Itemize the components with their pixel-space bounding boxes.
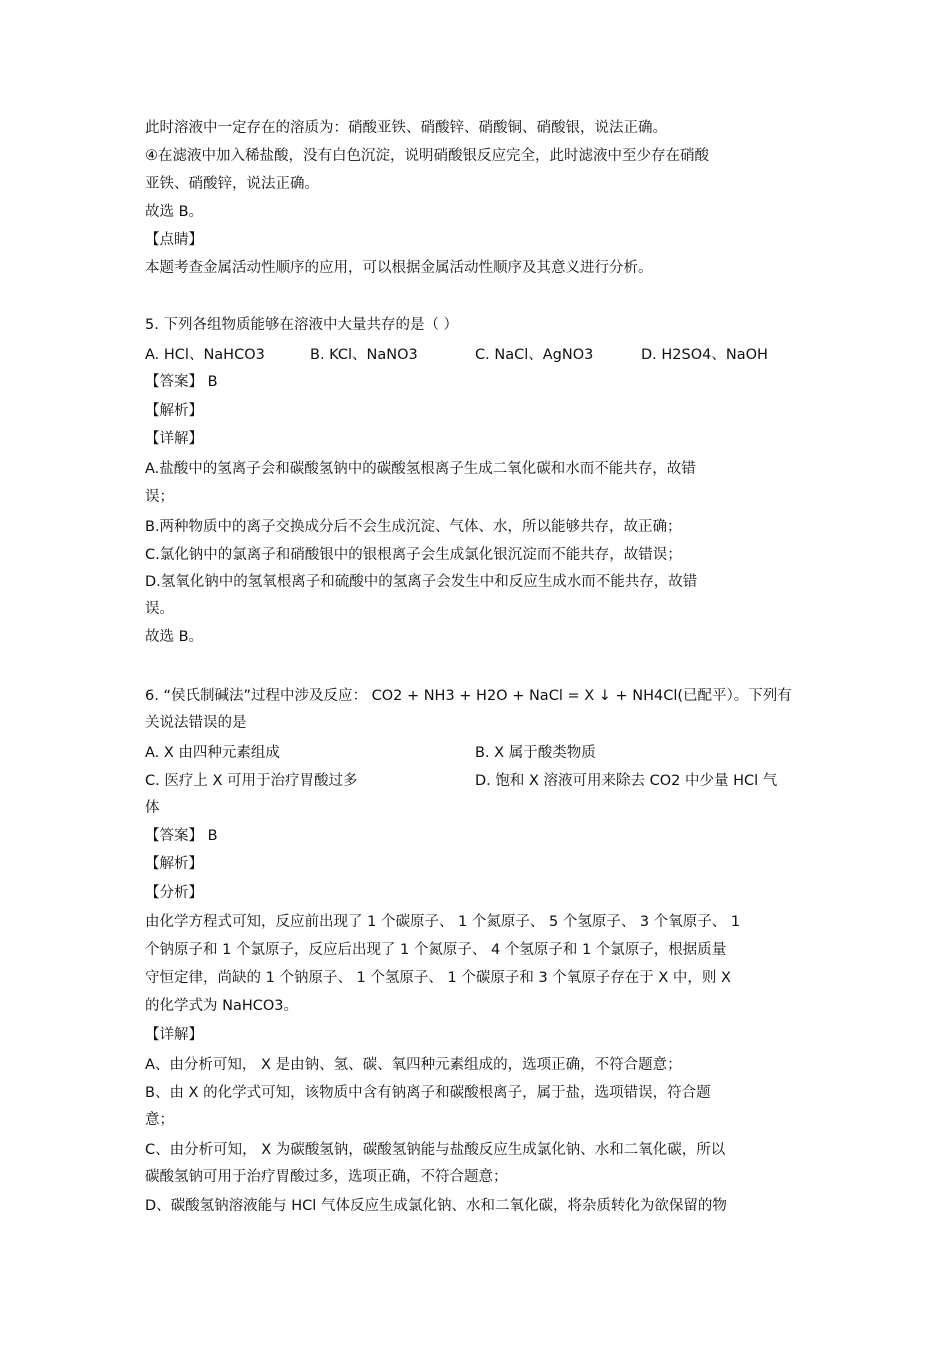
question-6-option-d: D. 饱和 X 溶液可用来除去 CO2 中少量 HCl 气 (475, 773, 778, 789)
analysis-line: 的化学式为 NaHCO3。 (145, 998, 299, 1014)
question-6-stem: 6. “侯氏制碱法”过程中涉及反应： CO2 + NH3 + H2O + NaCl = X ↓ + NH4Cl(已配平）。下列有 (145, 688, 792, 704)
explanation-line: B、由 X 的化学式可知，该物质中含有钠离子和碳酸根离子，属于盐，选项错误，符合题 (145, 1085, 711, 1101)
explanation-line: A、由分析可知， X 是由钠、氢、碳、氧四种元素组成的，选项正确，不符合题意； (145, 1057, 682, 1073)
question-5-stem: 5. 下列各组物质能够在溶液中大量共存的是（ ） (145, 317, 459, 333)
explanation-line: 碳酸氢钠可用于治疗胃酸过多，选项正确，不符合题意； (145, 1169, 508, 1185)
question-6-answer: 【答案】 B (145, 828, 218, 844)
text-line: 本题考查金属活动性顺序的应用，可以根据金属活动性顺序及其意义进行分析。 (145, 260, 653, 276)
explanation-line: C.氯化钠中的氯离子和硝酸银中的银根离子会生成氯化银沉淀而不能共存，故错误； (145, 547, 682, 563)
question-5-option-c: C. NaCl、AgNO3 (475, 347, 594, 363)
question-5-option-a: A. HCl、NaHCO3 (145, 347, 265, 363)
question-5-option-d: D. H2SO4、NaOH (641, 347, 768, 363)
question-6-stem-cont: 关说法错误的是 (145, 715, 247, 731)
section-tag-xiangjie: 【详解】 (145, 1027, 203, 1043)
explanation-line: A.盐酸中的氢离子会和碳酸氢钠中的碳酸氢根离子生成二氧化碳和水而不能共存，故错 (145, 461, 696, 477)
explanation-line: 误； (145, 489, 174, 505)
question-6-option-b: B. X 属于酸类物质 (475, 745, 596, 761)
analysis-line: 个钠原子和 1 个氯原子，反应后出现了 1 个氮原子、 4 个氢原子和 1 个氯原子，根据质量 (145, 942, 727, 958)
conclusion-line: 故选 B。 (145, 629, 204, 645)
analysis-line: 守恒定律，尚缺的 1 个钠原子、 1 个氢原子、 1 个碳原子和 3 个氧原子存在于 X 中，则 X (145, 970, 731, 986)
question-6-option-c: C. 医疗上 X 可用于治疗胃酸过多 (145, 773, 358, 789)
analysis-line: 由化学方程式可知，反应前出现了 1 个碳原子、 1 个氮原子、 5 个氢原子、 3 个氧原子、 1 (145, 914, 741, 930)
question-6-option-a: A. X 由四种元素组成 (145, 745, 280, 761)
explanation-line: D、碳酸氢钠溶液能与 HCl 气体反应生成氯化钠、水和二氧化碳，将杂质转化为欲保留的物 (145, 1198, 727, 1214)
section-tag-dianjing: 【点睛】 (145, 232, 203, 248)
section-tag-jiexi: 【解析】 (145, 403, 203, 419)
explanation-line: B.两种物质中的离子交换成分后不会生成沉淀、气体、水，所以能够共存，故正确； (145, 519, 682, 535)
question-5-answer: 【答案】 B (145, 374, 218, 390)
section-tag-fenxi: 【分析】 (145, 885, 203, 901)
explanation-line: D.氢氧化钠中的氢氧根离子和硫酸中的氢离子会发生中和反应生成水而不能共存，故错 (145, 574, 698, 590)
text-line: 亚铁、硝酸锌，说法正确。 (145, 176, 319, 192)
section-tag-jiexi: 【解析】 (145, 856, 203, 872)
explanation-line: 误。 (145, 601, 174, 617)
text-line: ④在滤液中加入稀盐酸，没有白色沉淀，说明硝酸银反应完全，此时滤液中至少存在硝酸 (145, 148, 709, 164)
text-line: 此时溶液中一定存在的溶质为：硝酸亚铁、硝酸锌、硝酸铜、硝酸银，说法正确。 (145, 120, 667, 136)
section-tag-xiangjie: 【详解】 (145, 431, 203, 447)
question-5-option-b: B. KCl、NaNO3 (310, 347, 418, 363)
explanation-line: C、由分析可知， X 为碳酸氢钠，碳酸氢钠能与盐酸反应生成氯化钠、水和二氧化碳，所以 (145, 1142, 726, 1158)
explanation-line: 意； (145, 1112, 174, 1128)
conclusion-line: 故选 B。 (145, 204, 204, 220)
question-6-option-d-cont: 体 (145, 800, 160, 816)
